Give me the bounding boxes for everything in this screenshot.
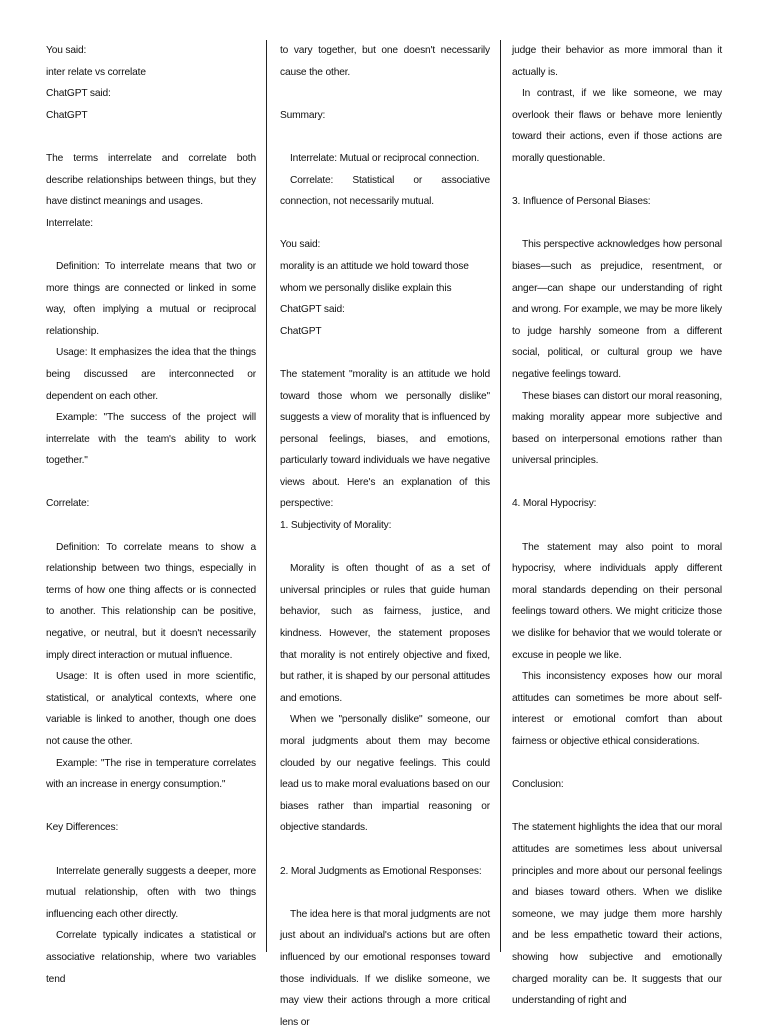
section-heading: Correlate:: [46, 498, 90, 510]
paragraph: This inconsistency exposes how our moral attitudes can sometimes be more about self-interest or emotional comfort than about fairness or objective ethical considerations.: [512, 671, 722, 747]
column-divider-left: [266, 40, 267, 952]
paragraph: This perspective acknowledges how personal biases—such as prejudice, resentment, or anger—can shape our understanding of right and wrong. For example, we may be more likely to judge harshly someone from a different social, political, or cultural group we have negative feelings toward.: [512, 239, 722, 380]
column-1: [46, 40, 256, 990]
user-prompt: morality is an attitude we hold toward those whom we personally dislike explain this: [280, 260, 469, 294]
paragraph: The statement may also point to moral hypocrisy, where individuals apply different moral standards depending on their personal feelings toward others. We might criticize those we dislike for behavior that we would tolerate or excuse in people we like.: [512, 541, 722, 661]
paragraph: Interrelate: Mutual or reciprocal connection.: [290, 152, 480, 164]
paragraph: Definition: To interrelate means that two or more things are connected or linked in some way, often implying a mutual or reciprocal relationship.: [46, 260, 256, 337]
paragraph: to vary together, but one doesn't necessarily cause the other.: [280, 45, 490, 78]
column-divider-right: [500, 40, 501, 952]
paragraph: Interrelate generally suggests a deeper, more mutual relationship, often with two things influencing each other directly.: [46, 865, 256, 920]
column-2: [280, 40, 490, 1033]
section-heading: 2. Moral Judgments as Emotional Responses:: [280, 865, 482, 877]
paragraph: judge their behavior as more immoral than it actually is.: [512, 45, 722, 78]
speaker-label: You said:: [46, 45, 87, 56]
paragraph: The statement highlights the idea that our moral attitudes are sometimes less about universal principles and more about our personal feelings and biases toward others. When we dislike someone, we may judge them more harshly and be less empathetic toward their actions, showing how subjective and emotionally charged morality can be. It suggests that our understanding of right and: [512, 822, 722, 1007]
section-heading: Interrelate:: [46, 217, 93, 229]
section-heading: 1. Subjectivity of Morality:: [280, 520, 392, 532]
section-heading: 4. Moral Hypocrisy:: [512, 498, 597, 510]
speaker-label: ChatGPT said:: [280, 304, 345, 316]
paragraph: In contrast, if we like someone, we may overlook their flaws or behave more leniently toward their actions, even if those actions are morally questionable.: [512, 88, 722, 164]
paragraph: The terms interrelate and correlate both describe relationships between things, but they have distinct meanings and usages.: [46, 152, 256, 208]
paragraph: Definition: To correlate means to show a relationship between two things, especially in terms of how one thing affects or is connected to another. This relationship can be positive, negative, or neutral, but it doesn't necessarily imply direct interaction or mutual influence.: [46, 541, 256, 661]
paragraph: Example: "The success of the project will interrelate with the team's ability to work together.": [46, 412, 256, 467]
paragraph: Correlate: Statistical or associative connection, not necessarily mutual.: [280, 174, 490, 208]
column-3: [512, 40, 722, 1012]
section-heading: Summary:: [280, 109, 326, 121]
paragraph: The idea here is that moral judgments are not just about an individual's actions but are often influenced by our emotional responses toward those individuals. If we dislike someone, we may view their actions through a more critical lens or: [280, 908, 490, 1028]
section-heading: Conclusion:: [512, 779, 564, 791]
paragraph: Correlate typically indicates a statistical or associative relationship, where two variables tend: [46, 930, 256, 985]
speaker-label: You said:: [280, 239, 321, 251]
paragraph: These biases can distort our moral reasoning, making morality appear more subjective and based on interpersonal emotions rather than universal principles.: [512, 390, 722, 467]
assistant-name: ChatGPT: [46, 109, 88, 121]
paragraph: Example: "The rise in temperature correlates with an increase in energy consumption.": [46, 757, 256, 791]
speaker-label: ChatGPT said:: [46, 88, 111, 100]
paragraph: Usage: It emphasizes the idea that the things being discussed are interconnected or dependent on each other.: [46, 347, 256, 402]
paragraph: The statement "morality is an attitude we hold toward those whom we personally dislike" suggests a view of morality that is influenced by personal feelings, biases, and emotions, particularly toward individuals we have negative views about. Here's an explanation of this perspective:: [280, 368, 490, 510]
user-prompt: inter relate vs correlate: [46, 66, 146, 78]
paragraph: Usage: It is often used in more scientific, statistical, or analytical contexts, where one variable is linked to another, though one does not cause the other.: [46, 671, 256, 747]
assistant-name: ChatGPT: [280, 325, 322, 337]
section-heading: 3. Influence of Personal Biases:: [512, 196, 651, 208]
paragraph: When we "personally dislike" someone, our moral judgments about them may become clouded by our negative feelings. This could lead us to make moral evaluations based on our biases rather than impartial reasoning or objective standards.: [280, 714, 490, 834]
paragraph: Morality is often thought of as a set of universal principles or rules that guide human behavior, such as fairness, justice, and kindness. However, the statement proposes that morality is not entirely objective and fixed, but rather, it is shaped by our personal attitudes and emotions.: [280, 563, 490, 704]
section-heading: Key Differences:: [46, 822, 119, 834]
